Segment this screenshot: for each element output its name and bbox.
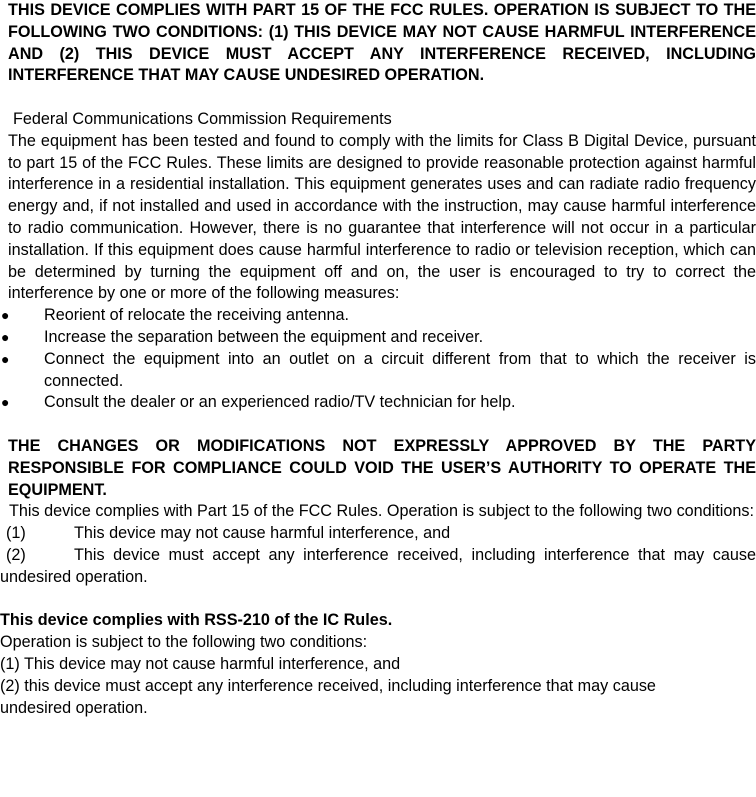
part15-condition: (1) This device may not cause harmful interference, and xyxy=(6,524,451,543)
fcc-warning-caps: THIS DEVICE COMPLIES WITH PART 15 OF THE FCC RULES. OPERATION IS SUBJECT TO THE FOLLOWING TWO CONDITIONS: (1) THIS DEVICE MAY NOT CAUSE HARMFUL INTERFERENCE AND (2) THIS DEVICE MUST ACCEPT ANY INTERFERENCE RECEIVED, INCLUDING INTERFERENCE THAT MAY CAUSE UNDESIRED OPERATION. xyxy=(8,1,756,85)
measure-item: ● Connect the equipment into an outlet on a circuit different from that to which the receiver is connected. xyxy=(1,349,756,390)
part15-intro: This device complies with Part 15 of the FCC Rules. Operation is subject to the following two conditions: xyxy=(9,502,754,521)
rss-condition: (1) This device may not cause harmful interference, and xyxy=(0,654,401,673)
bullet-icon: ● xyxy=(1,394,10,411)
spacer xyxy=(0,87,756,109)
part15-condition: (2) This device must accept any interference received, including interference that may cause undesired operation. xyxy=(0,545,756,586)
rss-intro: Operation is subject to the following two conditions: xyxy=(0,633,368,652)
bullet-icon: ● xyxy=(1,328,10,345)
bullet-icon: ● xyxy=(1,307,10,324)
spacer xyxy=(0,589,756,611)
bullet-icon: ● xyxy=(1,350,10,367)
fcc-requirements-body: The equipment has been tested and found to comply with the limits for Class B Digital Device, pursuant to part 15 of the FCC Rules. These limits are designed to provide reasonable protection against harmful interference in a residential installation. This equipment generates uses and can radiate radio frequency energy and, if not installed and used in accordance with the instruction, may cause harmful interference to radio communication. However, there is no guarantee that interference will not occur in a particular installation. If this equipment does cause harmful interference to radio or television reception, which can be determined by turning the equipment off and on, the user is encouraged to try to correct the interference by one or more of the following measures: xyxy=(8,131,756,303)
changes-warning: THE CHANGES OR MODIFICATIONS NOT EXPRESSLY APPROVED BY THE PARTY RESPONSIBLE FOR COMPLIANCE COULD VOID THE USER’S AUTHORITY TO OPERATE THE EQUIPMENT. xyxy=(8,436,756,499)
measure-item: ● Reorient of relocate the receiving antenna. xyxy=(44,305,756,327)
fcc-requirements-heading: Federal Communications Commission Requirements xyxy=(13,109,392,128)
measure-item: ● Consult the dealer or an experienced radio/TV technician for help. xyxy=(44,392,756,414)
spacer xyxy=(0,414,756,436)
rss-heading: This device complies with RSS-210 of the IC Rules. xyxy=(0,611,393,630)
rss-condition: (2) this device must accept any interference received, including interference that may cause undesired operation. xyxy=(0,676,656,717)
measure-item: ● Increase the separation between the equipment and receiver. xyxy=(44,327,756,349)
